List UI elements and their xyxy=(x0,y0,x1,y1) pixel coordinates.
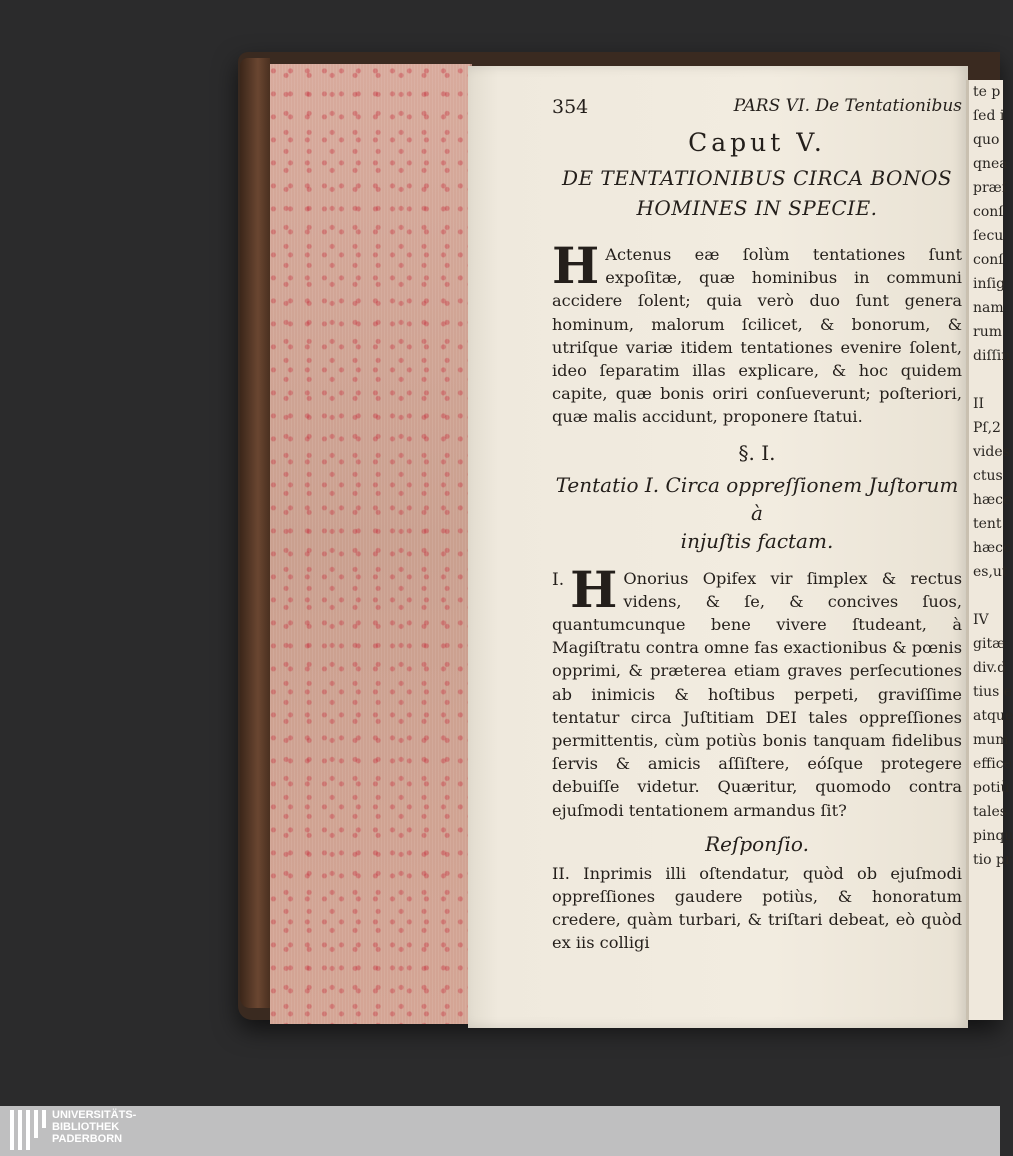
page-edges xyxy=(270,64,472,1024)
next-page-line: ctus xyxy=(973,468,1003,484)
chapter-title-line2: HOMINES IN SPECIE. xyxy=(636,196,878,220)
next-page-line: hæcc xyxy=(973,540,1011,556)
paragraph-intro xyxy=(552,236,962,429)
next-page-line xyxy=(969,584,1003,608)
paragraph-number: I. xyxy=(552,569,565,590)
next-page-line: effice xyxy=(973,756,1012,772)
paragraph-question xyxy=(552,559,962,822)
drop-cap-2: H xyxy=(570,559,618,619)
library-name-line2: BIBLIOTHEK xyxy=(52,1121,120,1133)
next-page-line: IV xyxy=(973,612,989,628)
paragraph-question-text: Onorius Opifex vir ſimplex & rectus videns, & ſe, & concives ſuos, quantumcunque bene vivere ſtudeant, à Magiſtratu contra omne fas exactionibus & pœnis opprimi, & præterea etiam graves perſecutiones ab inimicis & hoſtibus perpeti, graviſſime tentatur circa Juſtitiam DEI tales oppreſſiones permittentis, cùm potiùs bonis tanquam fidelibus ſervis & amicis aſſiſtere, eóſque protegere debuiſſe videtur. Quæritur, quomodo contra ejuſmodi tentationem armandus ſit? xyxy=(552,568,962,820)
next-page-line: ſed i xyxy=(973,108,1005,124)
next-page-line: inſig xyxy=(973,276,1006,292)
chapter-title xyxy=(552,163,962,223)
next-page-line: te p xyxy=(973,84,1001,100)
library-name-line3: PADERBORN xyxy=(52,1133,123,1145)
section-mark: §. I. xyxy=(738,440,776,465)
next-page-line: rum xyxy=(973,324,1002,340)
next-page-fragment xyxy=(966,80,1013,1020)
next-page-line: nam xyxy=(973,300,1004,316)
next-page-line: qnea xyxy=(973,156,1008,172)
next-page-line: conſ xyxy=(973,252,1004,268)
library-name xyxy=(52,1109,136,1145)
paragraph-intro-text: Actenus eæ ſolùm tentationes ſunt expoſitæ, quæ hominibus in communi accidere ſolent; quia verò duo ſunt genera hominum, malorum ſcilicet, & bonorum, & utriſque variæ itidem tentationes evenire ſolent, ideo ſeparatim illas explicare, & hoc quidem capite, quæ bonis oriri conſueverunt; poſteriori, quæ malis accidunt, proponere ſtatui. xyxy=(552,245,962,427)
library-footer-bar xyxy=(0,1106,1000,1156)
next-page-line: tius e xyxy=(973,684,1013,700)
next-page-line xyxy=(969,368,1003,392)
next-page-line: tent xyxy=(973,516,1002,532)
tentatio-heading xyxy=(552,471,962,555)
next-page-line: Pſ,2 xyxy=(973,420,1001,436)
tentatio-line2: injuſtis factam. xyxy=(680,528,834,553)
running-title: PARS VI. De Tentationibus xyxy=(733,96,962,116)
next-page-line: vides xyxy=(973,444,1010,460)
next-page-line: præſ xyxy=(973,180,1007,196)
book-spine-cover xyxy=(240,58,270,1008)
next-page-line: diſſin xyxy=(973,348,1011,364)
next-page-line: gitæ xyxy=(973,636,1006,652)
next-page-line: es,ut xyxy=(973,564,1008,580)
chapter-heading: Caput V. xyxy=(688,128,826,157)
next-page-line: hæcc xyxy=(973,492,1011,508)
running-head xyxy=(552,96,962,118)
next-page-line: atque xyxy=(973,708,1013,724)
next-page-line: II xyxy=(973,396,985,412)
page-number: 354 xyxy=(552,96,589,118)
next-page-line: pinqu xyxy=(973,828,1013,844)
next-page-line: mum xyxy=(973,732,1009,748)
page-text xyxy=(552,96,962,955)
library-logo-icon xyxy=(10,1110,48,1150)
paragraph-answer: II. Inprimis illi oſtendatur, quòd ob ejuſmodi oppreſſiones gaudere potiùs, & honoratum credere, quàm turbari, & triſtari debeat, eò quòd ex iis colligi xyxy=(552,863,962,953)
library-name-line1: UNIVERSITÄTS- xyxy=(52,1109,137,1121)
tentatio-line1: Tentatio I. Circa oppreſſionem Juſtorum à xyxy=(555,472,959,525)
chapter-title-line1: DE TENTATIONIBUS CIRCA BONOS xyxy=(561,166,953,190)
next-page-line: tio pr xyxy=(973,852,1012,868)
next-page-line: ſecu xyxy=(973,228,1004,244)
next-page-line: potiù xyxy=(973,780,1010,796)
next-page-line: tales xyxy=(973,804,1007,820)
next-page-line: div.d xyxy=(973,660,1007,676)
next-page-line: quo xyxy=(973,132,1000,148)
responsio-heading: Reſponſio. xyxy=(705,831,809,856)
next-page-line: conſ xyxy=(973,204,1004,220)
drop-cap: H xyxy=(552,236,600,295)
